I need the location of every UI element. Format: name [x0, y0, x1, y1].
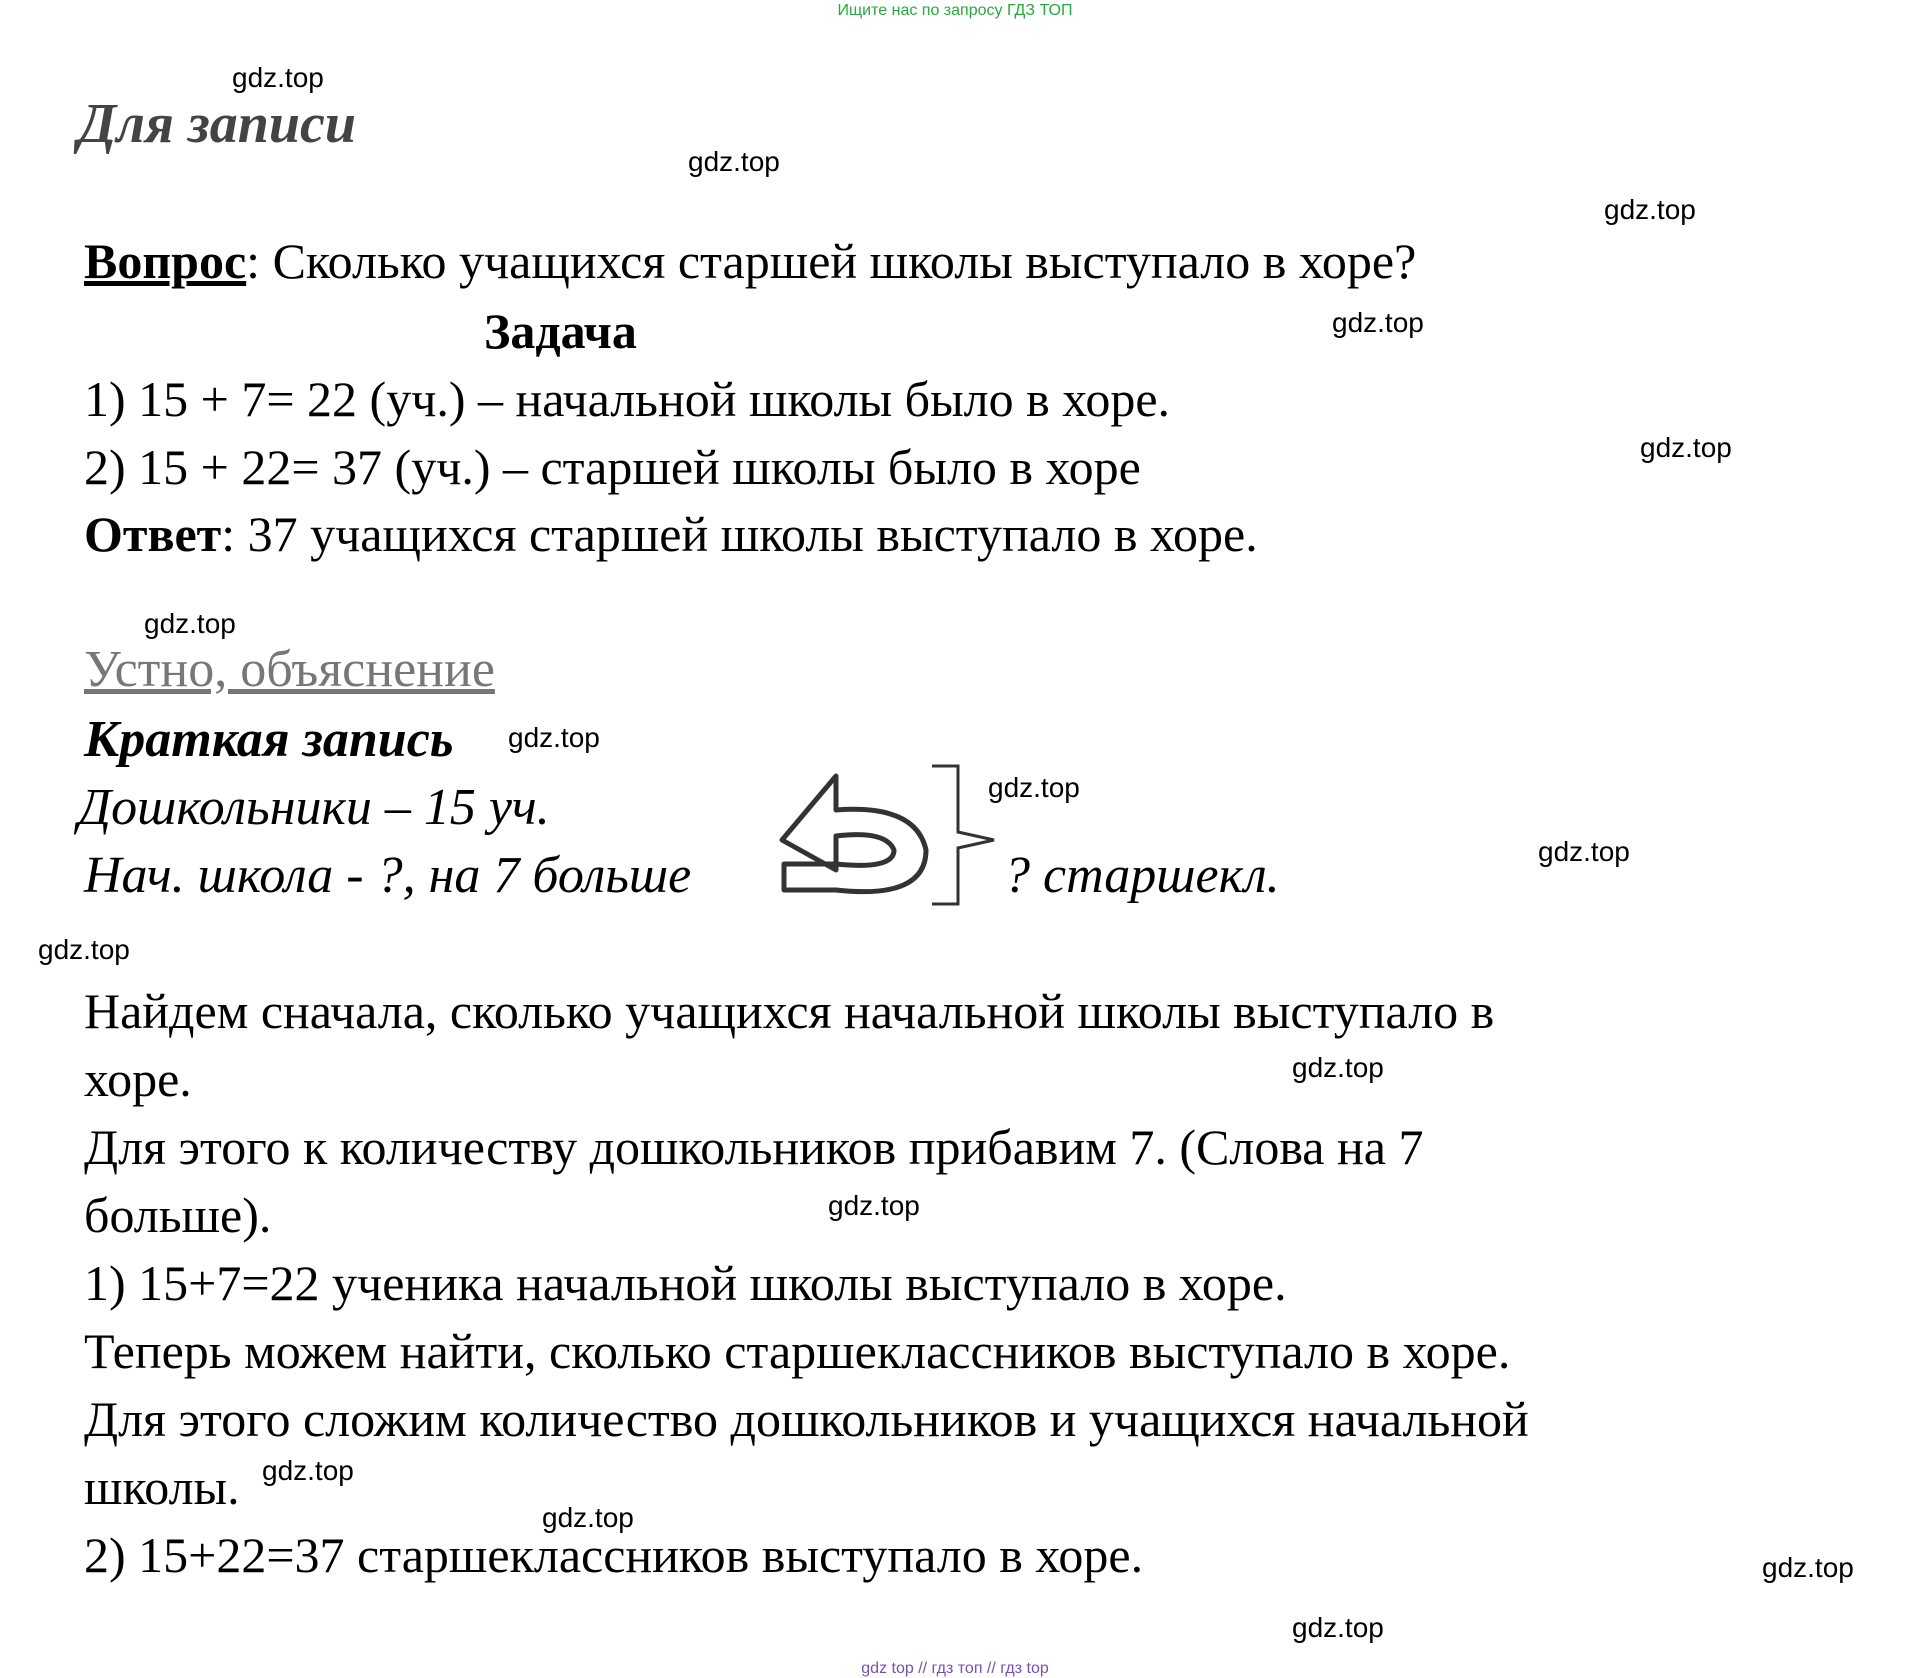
explanation-line-8: школы.: [84, 1459, 240, 1515]
watermark: gdz.top: [144, 608, 236, 639]
watermark: gdz.top: [1292, 1612, 1384, 1643]
watermark: gdz.top: [688, 146, 780, 177]
question-line: [84, 232, 1416, 290]
explanation-line-2: хоре.: [84, 1051, 192, 1107]
task-title: Задача: [484, 303, 637, 359]
explanation-line-7: Для этого сложим количество дошкольников и учащихся начальной: [84, 1391, 1529, 1447]
watermark: gdz.top: [38, 934, 130, 965]
oral-title: Устно, объяснение: [84, 641, 495, 698]
short-record-title: Краткая запись: [84, 711, 454, 768]
watermark: gdz.top: [1762, 1552, 1854, 1583]
top-banner: Ищите нас по запросу ГДЗ ТОП: [837, 2, 1073, 19]
watermark: gdz.top: [508, 722, 600, 753]
step-1: 1) 15 + 7= 22 (уч.) – начальной школы было в хоре.: [84, 371, 1171, 427]
explanation-line-4: больше).: [84, 1187, 272, 1243]
explanation-line-5: 1) 15+7=22 ученика начальной школы выступало в хоре.: [84, 1255, 1287, 1311]
watermark: gdz.top: [1332, 307, 1424, 338]
brace-icon: [932, 766, 994, 904]
explanation-line-1: Найдем сначала, сколько учащихся начальной школы выступало в: [84, 983, 1495, 1039]
watermark: gdz.top: [1292, 1052, 1384, 1083]
explanation-line-9: 2) 15+22=37 старшеклассников выступало в хоре.: [84, 1527, 1144, 1583]
question-label: Вопрос: [84, 233, 247, 289]
watermark: gdz.top: [988, 772, 1080, 803]
watermark: gdz.top: [232, 62, 324, 93]
step-2: 2) 15 + 22= 37 (уч.) – старшей школы было в хоре: [84, 439, 1141, 495]
curved-arrow-icon: [782, 776, 926, 892]
answer-text: : 37 учащихся старшей школы выступало в хоре.: [221, 506, 1258, 562]
watermark: gdz.top: [1640, 432, 1732, 463]
watermark: gdz.top: [542, 1502, 634, 1533]
watermark: gdz.top: [262, 1455, 354, 1486]
watermark: gdz.top: [1538, 836, 1630, 867]
short-line-primary: Нач. школа - ?, на 7 больше: [84, 847, 692, 904]
question-text: : Сколько учащихся старшей школы выступало в хоре?: [246, 233, 1417, 289]
short-result: ? старшекл.: [1004, 847, 1280, 904]
explanation-line-6: Теперь можем найти, сколько старшеклассников выступало в хоре.: [84, 1323, 1511, 1379]
answer-line: [84, 505, 1258, 563]
explanation-line-3: Для этого к количеству дошкольников прибавим 7. (Слова на 7: [84, 1119, 1424, 1175]
page-heading: Для записи: [78, 93, 356, 155]
watermark: gdz.top: [1604, 194, 1696, 225]
answer-label: Ответ: [84, 506, 222, 562]
short-line-preschool: Дошкольники – 15 уч.: [78, 779, 550, 836]
bottom-banner: gdz top // гдз топ // гдз top: [861, 1660, 1049, 1677]
watermark: gdz.top: [828, 1190, 920, 1221]
